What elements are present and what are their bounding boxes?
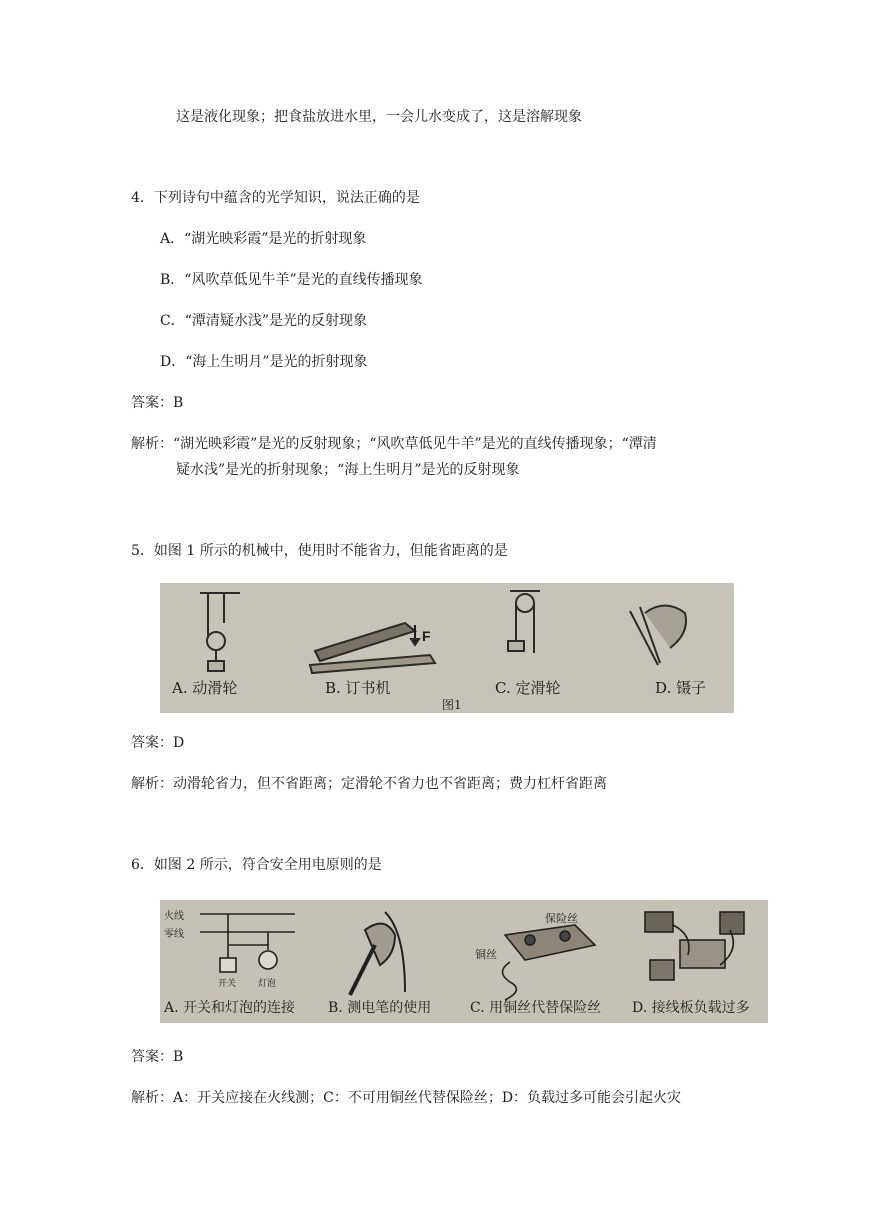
q4-option-d: D．“海上生明月”是光的折射现象 (160, 354, 368, 370)
q5-stem: 5．如图 1 所示的机械中，使用时不能省力，但能省距离的是 (131, 543, 508, 559)
q6-stem: 6．如图 2 所示，符合安全用电原则的是 (131, 857, 382, 873)
q4-option-c: C．“潭清疑水浅”是光的反射现象 (160, 313, 368, 329)
q4-option-b: B．“风吹草低见牛羊”是光的直线传播现象 (160, 272, 423, 288)
q4-analysis-line2: 疑水浅”是光的折射现象；“海上生明月”是光的反射现象 (176, 462, 520, 478)
fig2-label-b: B. 测电笔的使用 (328, 1000, 432, 1016)
q6-analysis: 解析：A：开关应接在火线测；C：不可用铜丝代替保险丝；D：负载过多可能会引起火灾 (131, 1090, 682, 1106)
fig1-label-c: C. 定滑轮 (495, 679, 561, 697)
fig2-neutral-wire: 零线 (164, 929, 184, 940)
fig2-label-a: A. 开关和灯泡的连接 (164, 1000, 296, 1016)
fig1-force-label: F (422, 628, 431, 644)
q5-analysis: 解析：动滑轮省力，但不省距离；定滑轮不省力也不省距离；费力杠杆省距离 (131, 776, 607, 792)
q3-continuation: 这是液化现象；把食盐放进水里，一会儿水变成了，这是溶解现象 (176, 109, 582, 125)
fig2-fuse-label: 保险丝 (545, 912, 578, 925)
fig2-bulb-label: 灯泡 (258, 979, 277, 989)
fig1-label-b: B. 订书机 (325, 679, 391, 697)
q4-answer: 答案：B (131, 395, 184, 411)
q4-stem: 4．下列诗句中蕴含的光学知识，说法正确的是 (131, 190, 420, 206)
fig2-live-wire: 火线 (164, 911, 184, 922)
fig2-label-d: D. 接线板负载过多 (632, 1000, 750, 1016)
fig1-caption: 图1 (442, 698, 462, 712)
figure-2-electric-safety (160, 900, 768, 1023)
fig1-label-a: A. 动滑轮 (172, 679, 238, 697)
fig1-label-d: D. 镊子 (655, 679, 707, 697)
fig2-switch-label: 开关 (218, 979, 237, 989)
q4-analysis-line1: 解析：“湖光映彩霞”是光的反射现象；“风吹草低见牛羊”是光的直线传播现象；“潭清 (131, 436, 657, 452)
q6-answer: 答案：B (131, 1049, 184, 1065)
fig2-copper-label: 铜丝 (475, 948, 497, 961)
figure-1-machines (160, 583, 734, 713)
q4-option-a: A．“湖光映彩霞”是光的折射现象 (160, 231, 367, 247)
q5-answer: 答案：D (131, 735, 185, 751)
fig2-label-c: C. 用铜丝代替保险丝 (470, 1000, 602, 1016)
